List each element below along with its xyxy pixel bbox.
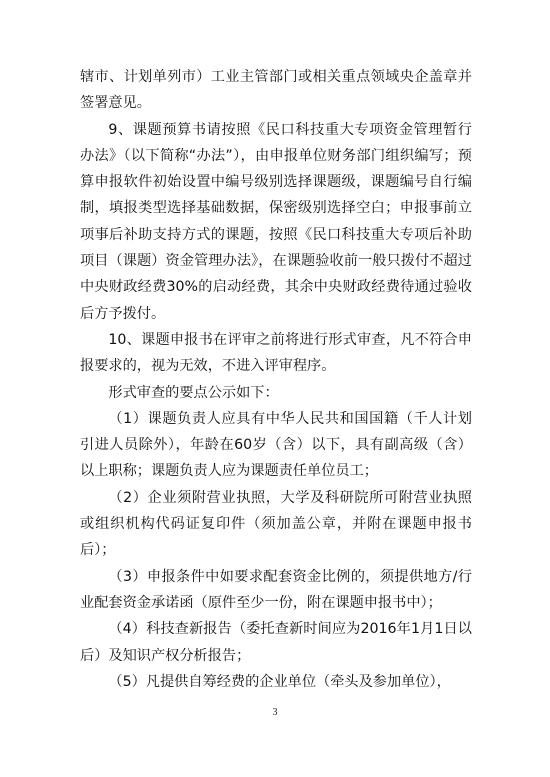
paragraph-point-3: （3）申报条件中如要求配套资金比例的，须提供地方/行业配套资金承诺函（原件至少一份，附在课题申报书中）； [80,568,472,611]
paragraph-continuation: 辖市、计划单列市）工业主管部门或相关重点领域央企盖章并签署意见。 [80,69,472,112]
document-body [80,64,472,695]
page-number: 3 [272,707,278,718]
paragraph-review-intro: 形式审查的要点公示如下： [108,384,279,401]
paragraph-item-9: 9、课题预算书请按照《民口科技重大专项资金管理暂行办法》（以下简称“办法”），由申报单位财务部门组织编写；预算申报软件初始设置中编号级别选择课题级，课题编号自行编制，填报类型选择基础数据，保密级别选择空白；申报事前立项事后补助支持方式的课题，按照《民口科技重大专项后补助项目（课题）资金管理办法》，在课题验收前一般只拨付不超过中央财政经费30%的启动经费，其余中央财政经费待通过验收后方予拨付。 [80,121,472,322]
paragraph-point-5: （5）凡提供自筹经费的企业单位（牵头及参加单位）， [108,673,451,690]
paragraph-point-2: （2）企业须附营业执照，大学及科研院所可附营业执照或组织机构代码证复印件（须加盖公章，并附在课题申报书后）； [80,489,472,559]
paragraph-item-10: 10、课题申报书在评审之前将进行形式审查，凡不符合申报要求的，视为无效，不进入评审程序。 [80,331,472,375]
paragraph-point-4: （4）科技查新报告（委托查新时间应为2016年1月1日以后）及知识产权分析报告； [80,621,472,664]
paragraph-point-1: （1）课题负责人应具有中华人民共和国国籍（千人计划引进人员除外），年龄在60岁（含）以下，具有副高级（含）以上职称；课题负责人应为课题责任单位员工； [80,410,472,480]
